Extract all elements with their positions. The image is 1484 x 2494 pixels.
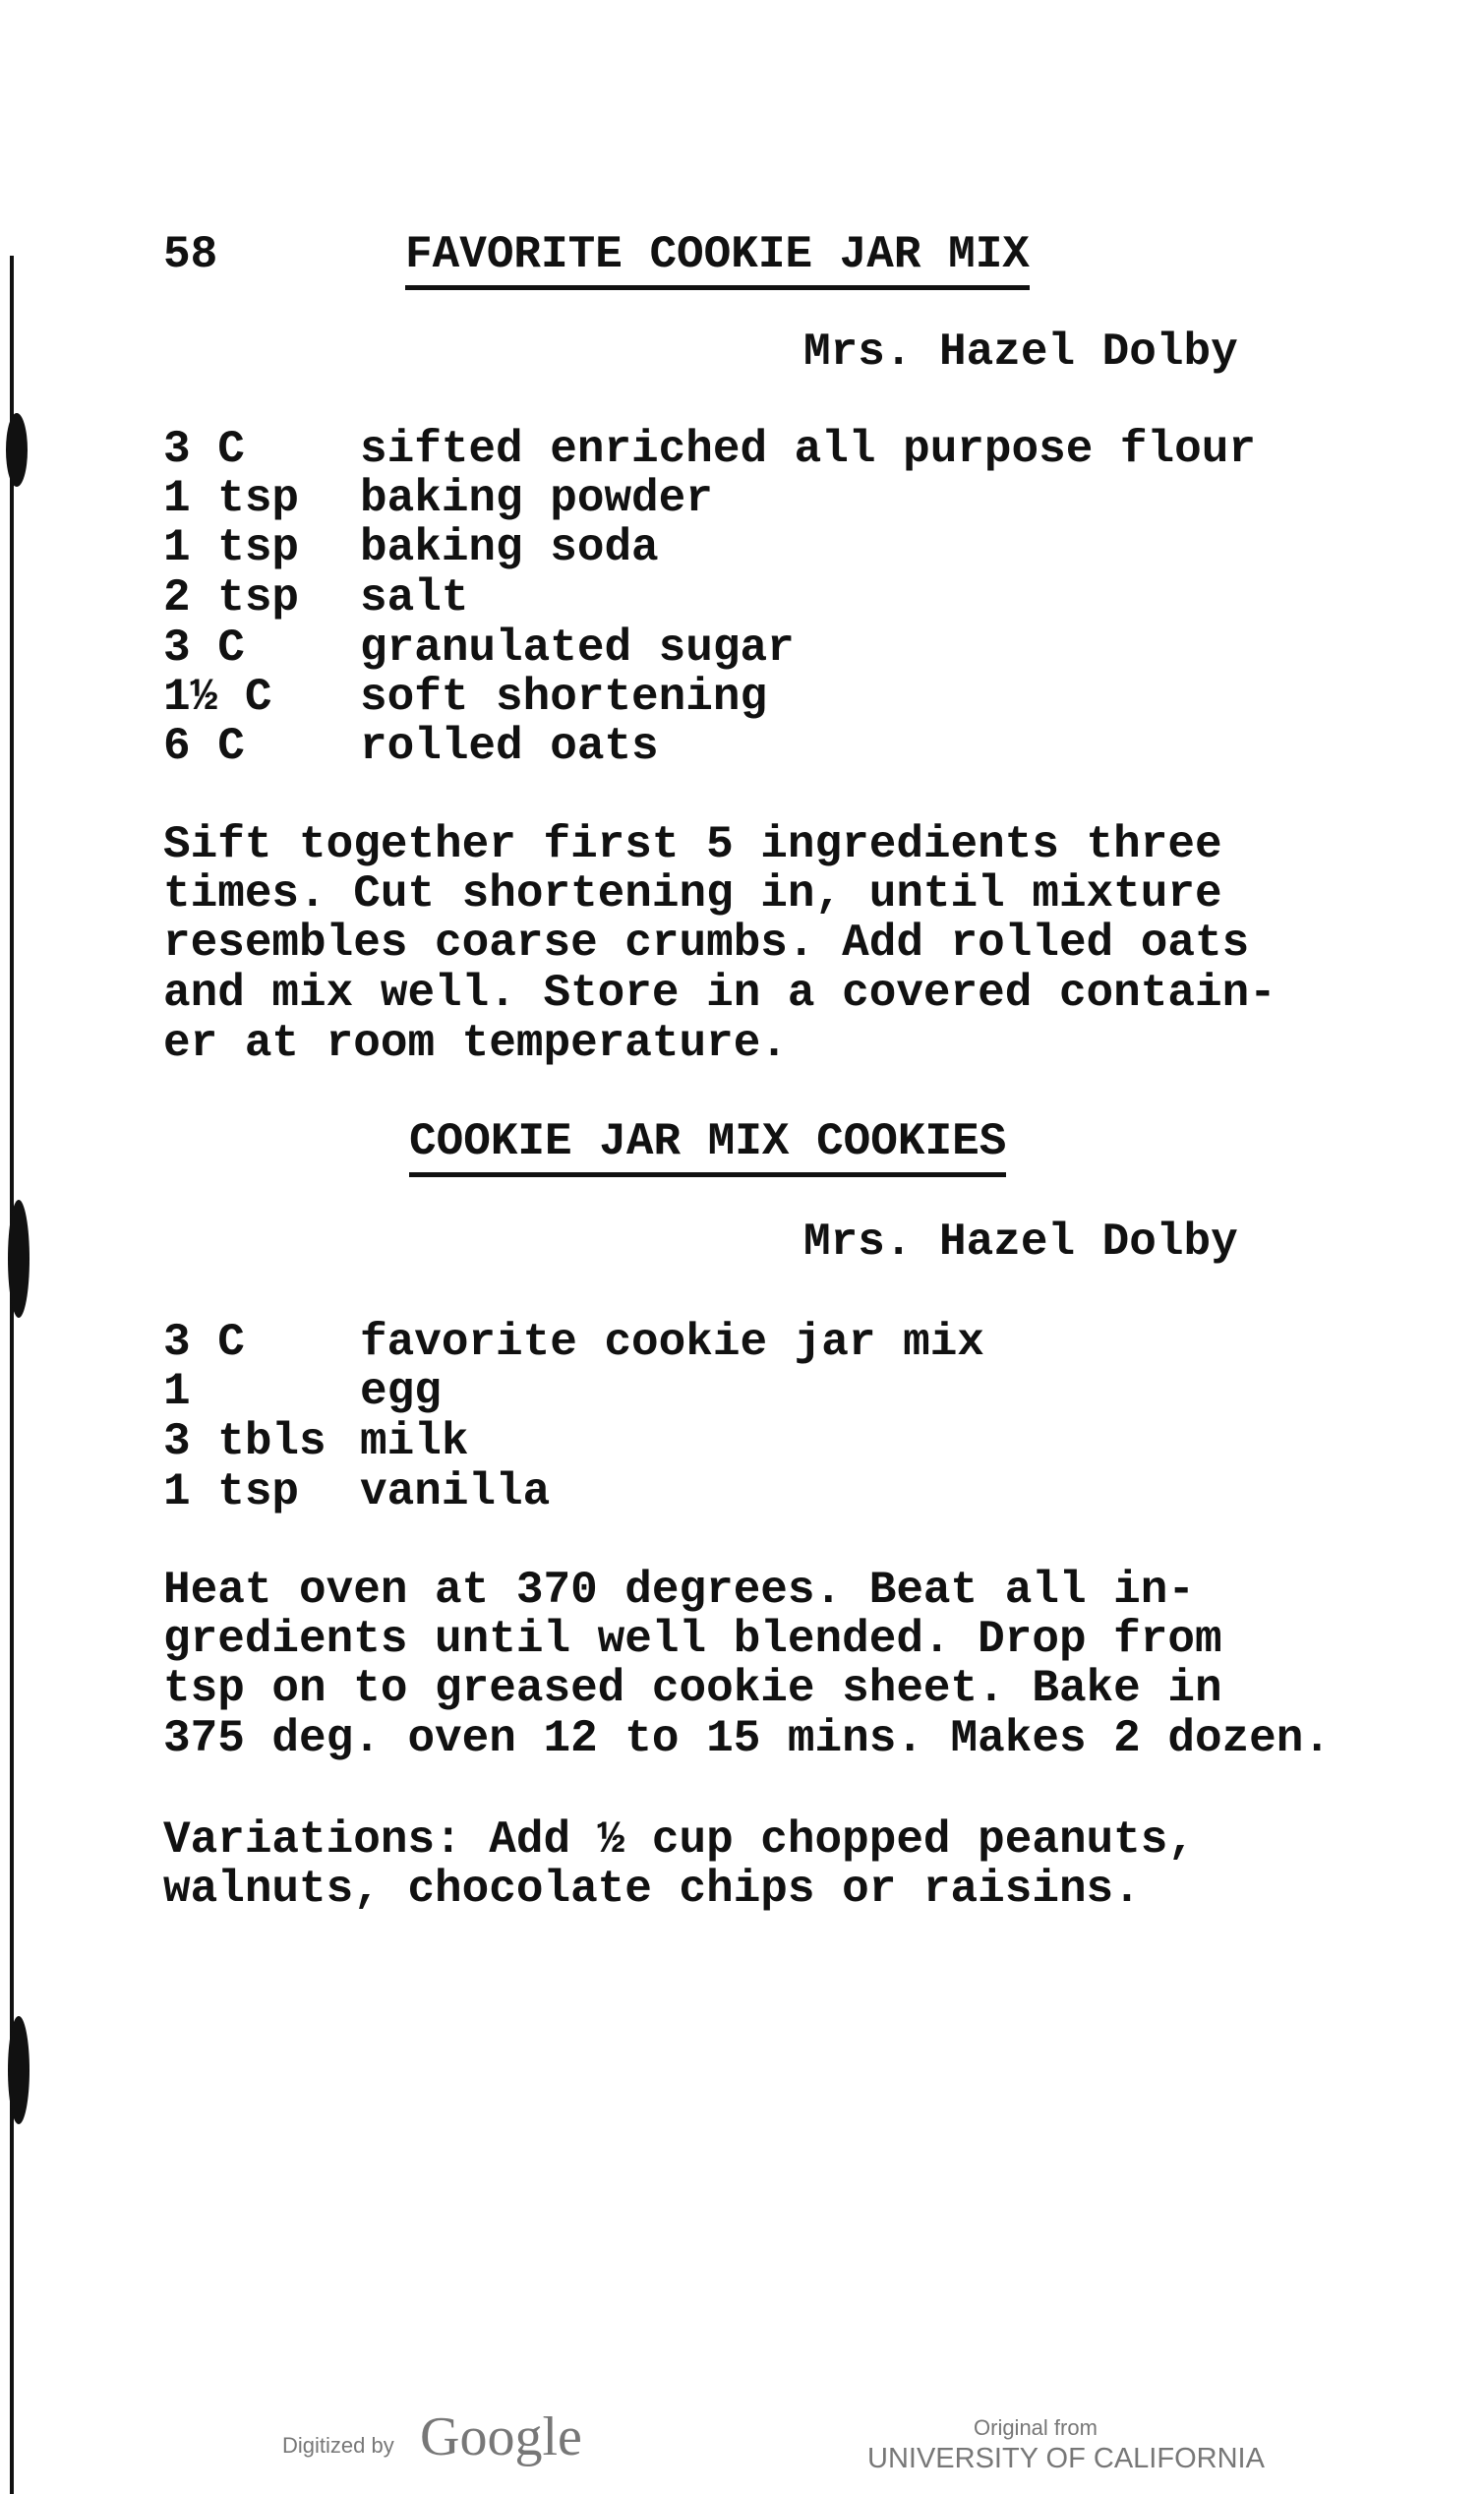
directions-line: and mix well. Store in a covered contain-: [163, 968, 1276, 1019]
ingredient-qty: 1: [163, 1366, 191, 1417]
directions-line: times. Cut shortening in, until mixture: [163, 868, 1222, 920]
directions-line: Heat oven at 370 degrees. Beat all in-: [163, 1565, 1195, 1616]
directions-line: er at room temperature.: [163, 1018, 788, 1069]
ingredient-qty: 1 tsp: [163, 522, 300, 573]
recipe-title: FAVORITE COOKIE JAR MIX: [405, 232, 1030, 290]
original-from-label: Original from: [974, 2415, 1098, 2440]
google-logo: Google: [420, 2406, 582, 2467]
ingredient-item: milk: [360, 1416, 469, 1467]
ingredient-item: favorite cookie jar mix: [360, 1317, 984, 1368]
recipe-author: Mrs. Hazel Dolby: [803, 327, 1238, 378]
directions-line: tsp on to greased cookie sheet. Bake in: [163, 1663, 1222, 1714]
directions-line: Sift together first 5 ingredients three: [163, 819, 1222, 870]
recipe-title: COOKIE JAR MIX COOKIES: [409, 1119, 1006, 1177]
variations-line: walnuts, chocolate chips or raisins.: [163, 1864, 1141, 1915]
ingredient-qty: 3 C: [163, 1317, 245, 1368]
ingredient-item: baking soda: [360, 522, 659, 573]
digitized-by-label: Digitized by: [282, 2433, 394, 2458]
ingredient-qty: 6 C: [163, 721, 245, 772]
university-label: UNIVERSITY OF CALIFORNIA: [867, 2443, 1265, 2474]
directions-line: 375 deg. oven 12 to 15 mins. Makes 2 dozen.: [163, 1713, 1331, 1764]
ingredient-qty: 2 tsp: [163, 572, 300, 624]
ingredient-qty: 1 tsp: [163, 473, 300, 524]
binding-edge: [0, 0, 30, 2494]
ingredient-item: rolled oats: [360, 721, 659, 772]
ingredient-qty: 3 C: [163, 424, 245, 475]
page-number: 58: [163, 229, 218, 280]
directions-line: gredients until well blended. Drop from: [163, 1614, 1222, 1665]
ingredient-item: sifted enriched all purpose flour: [360, 424, 1256, 475]
recipe-author: Mrs. Hazel Dolby: [803, 1217, 1238, 1268]
ingredient-item: granulated sugar: [360, 623, 795, 674]
directions-line: resembles coarse crumbs. Add rolled oats: [163, 918, 1250, 969]
ingredient-item: baking powder: [360, 473, 713, 524]
ingredient-item: vanilla: [360, 1466, 551, 1517]
ingredient-qty: 3 C: [163, 623, 245, 674]
variations-line: Variations: Add ½ cup chopped peanuts,: [163, 1814, 1195, 1866]
ingredient-item: egg: [360, 1366, 442, 1417]
ingredient-qty: 3 tbls: [163, 1416, 326, 1467]
ingredient-item: soft shortening: [360, 672, 768, 723]
ingredient-qty: 1 tsp: [163, 1466, 300, 1517]
ingredient-item: salt: [360, 572, 469, 624]
ingredient-qty: 1½ C: [163, 672, 272, 723]
